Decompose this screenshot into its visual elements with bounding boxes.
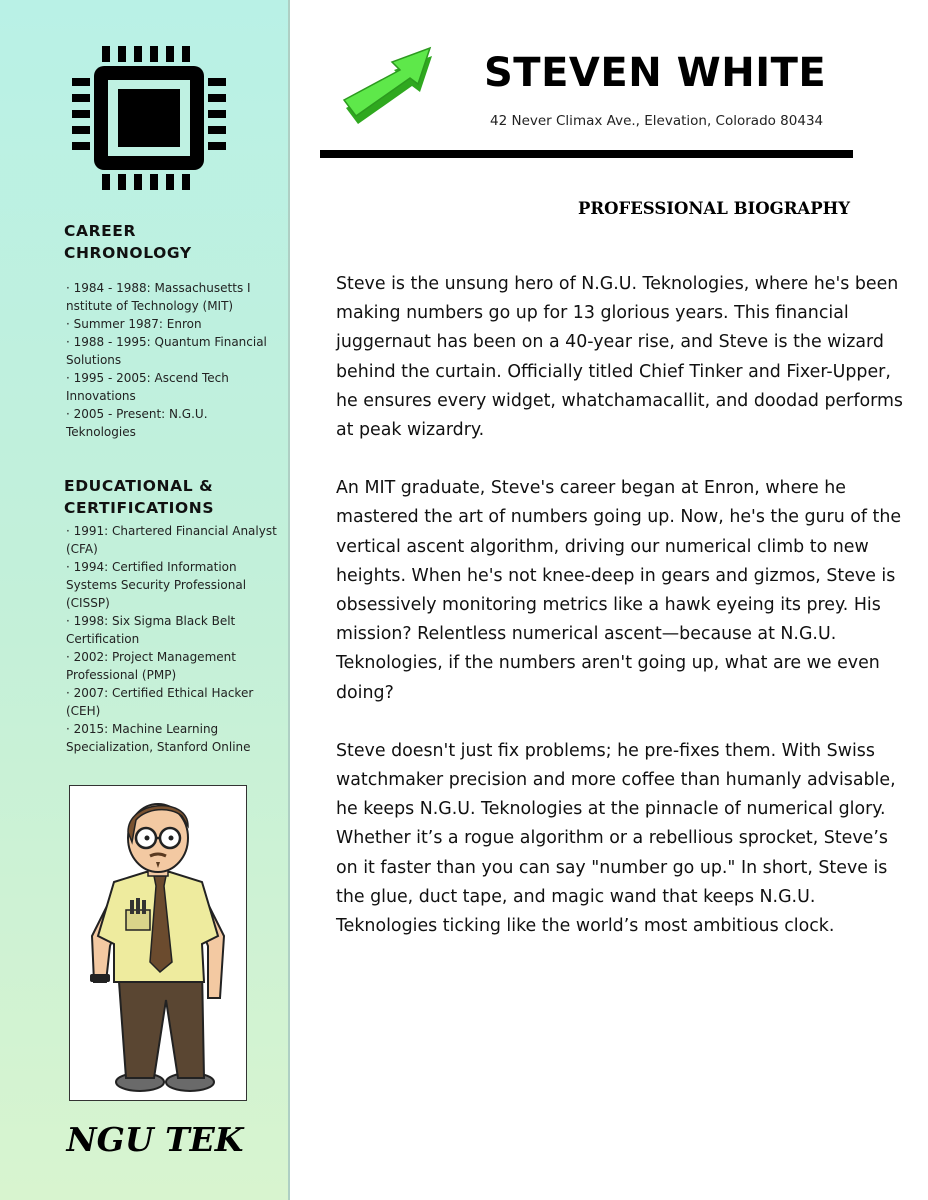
education-item: · 2007: Certified Ethical Hacker (CEH) — [66, 686, 254, 718]
education-item: · 1998: Six Sigma Black Belt Certification — [66, 614, 236, 646]
education-heading-line1: EDUCATIONAL & — [64, 477, 214, 495]
career-item: · 1984 - 1988: Massachusetts I nstitute of Technology (MIT) — [66, 281, 251, 313]
biography-body — [336, 270, 914, 970]
green-up-arrow-icon — [340, 40, 468, 132]
address: 42 Never Climax Ave., Elevation, Colorado 80434 — [490, 113, 824, 129]
microchip-icon — [68, 42, 230, 194]
portrait-frame — [69, 785, 247, 1101]
brand-wordmark: NGU TEK — [66, 1120, 244, 1159]
sidebar — [0, 0, 290, 1200]
bio-paragraph: Steve doesn't just fix problems; he pre-fixes them. With Swiss watchmaker precision and more coffee than humanly advisable, he keeps N.G.U. Teknologies at the pinnacle of numerical glory. Whether it’s a rogue algorithm or a rebellious sprocket, Steve’s on it faster than you can say "number go up." In short, Steve is the glue, duct tape, and magic wand that keeps N.G.U. Teknologies ticking like the world’s most ambitious clock. — [336, 740, 896, 937]
career-item: · Summer 1987: Enron — [66, 317, 202, 331]
education-heading — [64, 475, 274, 519]
bio-paragraph: An MIT graduate, Steve's career began at Enron, where he mastered the art of numbers going up. Now, he's the guru of the vertical ascent algorithm, driving our numerical climb to new heights. When he's not knee-deep in gears and gizmos, Steve is obsessively monitoring metrics like a hawk eyeing its prey. His mission? Relentless numerical ascent—because at N.G.U. Teknologies, if the numbers aren't going up, what are we even doing? — [336, 478, 902, 703]
education-item: · 2002: Project Management Professional (PMP) — [66, 650, 236, 682]
header-divider — [320, 150, 853, 158]
education-heading-line2: CERTIFICATIONS — [64, 499, 215, 517]
career-heading — [64, 220, 274, 264]
career-heading-line1: CAREER — [64, 222, 137, 240]
career-item: · 1988 - 1995: Quantum Financial Solutions — [66, 335, 267, 367]
education-item: · 1991: Chartered Financial Analyst (CFA) — [66, 524, 277, 556]
person-name: STEVEN WHITE — [484, 50, 827, 96]
career-item: · 1995 - 2005: Ascend Tech Innovations — [66, 371, 229, 403]
education-item: · 1994: Certified Information Systems Security Professional (CISSP) — [66, 560, 247, 610]
cartoon-man-portrait — [70, 786, 246, 1100]
education-list — [66, 522, 280, 756]
education-item: · 2015: Machine Learning Specialization, Stanford Online — [66, 722, 251, 754]
career-item: · 2005 - Present: N.G.U. Teknologies — [66, 407, 208, 439]
career-list — [66, 279, 280, 441]
bio-paragraph: Steve is the unsung hero of N.G.U. Teknologies, where he's been making numbers go up for 13 glorious years. This financial juggernaut has been on a 40-year rise, and Steve is the wizard behind the curtain. Officially titled Chief Tinker and Fixer-Upper, he ensures every widget, whatchamacallit, and doodad performs at peak wizardry. — [336, 274, 903, 441]
career-heading-line2: CHRONOLOGY — [64, 244, 192, 262]
section-title: PROFESSIONAL BIOGRAPHY — [578, 199, 850, 218]
